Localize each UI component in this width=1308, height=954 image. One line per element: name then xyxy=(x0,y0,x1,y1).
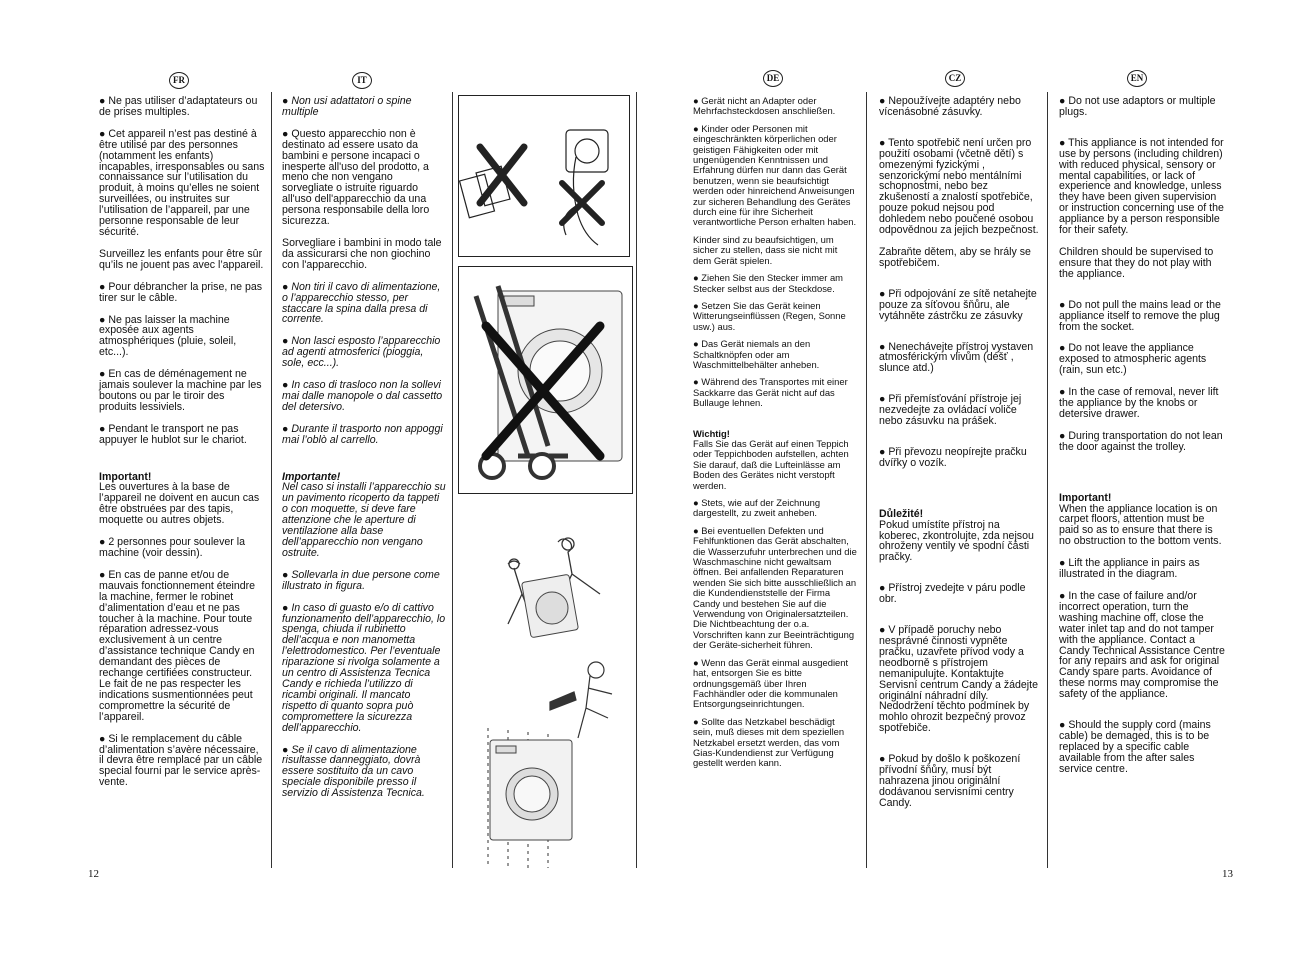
cz-p1: ● Nepoužívejte adaptéry nebo vícenásobné zásuvky. xyxy=(879,95,1021,118)
en-p3: Children should be supervised to ensure that they do not play with the appliance. xyxy=(1059,245,1214,280)
de-p7: ● Während des Transportes mit einer Sackkarre das Gerät nicht auf das Bullauge lehnen. xyxy=(693,376,848,409)
en-p7: ● During transportation do not lean the door against the trolley. xyxy=(1059,429,1223,453)
de-p3: Kinder sind zu beaufsichtigen, um sicher zu stellen, dass sie nicht mit dem Gerät spielen. xyxy=(693,233,838,266)
page-number-left: 12 xyxy=(88,868,99,880)
fr-imp4: ● Si le remplacement du câble d’alimentation s’avère nécessaire, il devra être remplacé par un câble special fourni par le service après-vente. xyxy=(99,732,263,789)
en-important-title: Important! xyxy=(1059,491,1112,504)
it-imp2: ● Sollevarla in due persone come illustrato in figura. xyxy=(282,568,440,592)
de-imp4: ● Wenn das Gerät einmal ausgedient hat, entsorgen Sie es bitte ordnungsgemäß über Ihren Fachhändler oder die kommunalen Entsorgungseinrichtungen. xyxy=(693,656,849,710)
cz-p4: ● Při odpojování ze sítě netahejte pouze za síťovou šňůru, ale vytáhněte zástrčku ze zásuvky xyxy=(879,287,1037,322)
it-p5: ● Non lasci esposto l’apparecchio ad agenti atmosferici (pioggia, sole, ecc...). xyxy=(282,335,441,370)
column-fr xyxy=(99,96,265,799)
cz-p7: ● Při převozu neopírejte pračku dvířky o vozík. xyxy=(879,445,1027,469)
cz-p5: ● Nenechávejte přístroj vystaven atmosférickým vlivům (déšť , slunce atd.) xyxy=(879,340,1034,375)
column-en xyxy=(1059,96,1225,786)
de-p6: ● Das Gerät niemals an den Schaltknöpfen oder am Waschmittelbehälter anheben. xyxy=(693,338,820,370)
en-imp1: When the appliance location is on carpet floors, attention must be paid so as to ensure that there is no obstruction to the bottom vents. xyxy=(1059,502,1222,548)
fr-imp3: ● En cas de panne et/ou de mauvais fonctionnement éteindre la machine, fermer le robinet d’alimentation d’eau et ne pas toucher à la machine. Pour toute réparation adressez-vous exclusivement à un centre d’assistance technique Candy en demandant des pièces de rechange certifiées constructeur. Le fait de ne pas respecter les indications susmentionnées peut compromettre la sécurité de l’appareil. xyxy=(99,568,256,723)
cz-important-title: Důležité! xyxy=(879,507,924,520)
lang-badge-de: DE xyxy=(763,70,783,87)
it-p4: ● Non tiri il cavo di alimentazione, o l’apparecchio stesso, per staccare la spina dalla presa di corrente. xyxy=(282,280,441,326)
de-imp2: ● Stets, wie auf der Zeichnung dargestellt, zu zweit anheben. xyxy=(693,497,821,519)
lang-badge-cz: CZ xyxy=(945,70,965,87)
lang-badge-en: EN xyxy=(1127,70,1147,87)
it-imp3: ● In caso di guasto e/o di cattivo funzionamento dell’apparecchio, lo spenga, chiuda il rubinetto dell’acqua e non manometta l’elettrodomestico. Per l’eventuale riparazione si rivolga solamente a un centro di Assistenza Tecnica Candy e richieda l’utilizzo di ricambi originali. Il mancato rispetto di quanto sopra può compromettere la sicurezza dell’apparecchio. xyxy=(282,601,446,734)
divider-it-illustrations xyxy=(452,92,453,868)
cz-p2: ● Tento spotřebič není určen pro použití osobami (včetně dětí) s omezenými fyzickými , senzorickými nebo mentálními schopnostmi, nebo bez zkušeností a znalostí spotřebiče, pouze pokud nejsou pod dohledem nebo poučené osobou odpovědnou za jejich bezpečnost. xyxy=(879,136,1039,237)
cz-p6: ● Při přemísťování přístroje jej nezvedejte za ovládací voliče nebo zásuvku na prášek. xyxy=(879,393,1022,428)
it-important-title: Importante! xyxy=(282,470,341,483)
en-p5: ● Do not leave the appliance exposed to atmospheric agents (rain, sun etc.) xyxy=(1059,342,1207,377)
divider-de-cz xyxy=(866,92,867,868)
cz-imp2: ● Přístroj zvedejte v páru podle obr. xyxy=(879,582,1026,606)
de-p1: ● Gerät nicht an Adapter oder Mehrfachsteckdosen anschließen. xyxy=(693,95,836,117)
column-it xyxy=(282,96,446,810)
it-p3: Sorvegliare i bambini in modo tale da assicurarsi che non giochino con l'apparecchio. xyxy=(282,236,442,271)
it-imp4: ● Se il cavo di alimentazione risultasse danneggiato, dovrà essere sostituito da un cavo speciale disponibile presso il servizio di Assistenza Tecnica. xyxy=(282,743,425,800)
no-adaptor-illustration xyxy=(458,95,630,257)
lang-badge-fr: FR xyxy=(169,72,189,89)
fr-p4: ● Pour débrancher la prise, ne pas tirer sur le câble. xyxy=(99,280,263,304)
it-p6: ● In caso di trasloco non la sollevi mai dalle manopole o dal cassetto del detersivo. xyxy=(282,379,443,413)
de-p2: ● Kinder oder Personen mit eingeschränkten körperlichen oder geistigen Fähigkeiten oder mit ungenügenden Kenntnissen und Erfahrung dürfen nur dann das Gerät benutzen, wenn sie beaufsichtigt werden oder hinreichend Anweisungen zur sicheren Behandlung des Gerätes durch eine für ihre Sicherheit verantwortliche Person erhalten haben. xyxy=(693,122,857,228)
fr-p3: Surveillez les enfants pour être sûr qu’ils ne jouent pas avec l’appareil. xyxy=(99,247,264,271)
it-imp1: Nel caso si installi l’apparecchio su un pavimento ricoperto da tappeti o con moquette, si deve fare attenzione che le aperture di ventilazione alla base dell’apparecchio non vengano ostruite. xyxy=(282,481,446,559)
en-p1: ● Do not use adaptors or multiple plugs. xyxy=(1059,95,1216,118)
de-important-title: Wichtig! xyxy=(693,427,730,439)
column-cz xyxy=(879,96,1041,820)
en-imp2: ● Lift the appliance in pairs as illustrated in the diagram. xyxy=(1059,557,1200,581)
divider-cz-en xyxy=(1047,92,1048,868)
divider-illustrations-de xyxy=(636,92,637,868)
column-de xyxy=(693,96,857,776)
two-person-lift-illustration xyxy=(488,534,622,644)
de-imp5: ● Sollte das Netzkabel beschädigt sein, muß dieses mit dem speziellen Netzkabel ersetzt werden, das vom Gias-Kundendienst zur Verfügung gestellt werden kann. xyxy=(693,715,845,769)
no-trolley-on-door-illustration xyxy=(458,266,633,494)
it-p1: ● Non usi adattatori o spine multiple xyxy=(282,95,412,118)
de-imp1: Falls Sie das Gerät auf einen Teppich oder Teppichboden aufstellen, achten Sie darauf, daß die Lufteinlässe am Boden des Gerätes nicht verstopft werden. xyxy=(693,437,849,491)
fr-important-title: Important! xyxy=(99,470,152,483)
fr-p1: ● Ne pas utiliser d’adaptateurs ou de prises multiples. xyxy=(99,95,258,118)
en-p4: ● Do not pull the mains lead or the appliance itself to remove the plug from the socket. xyxy=(1059,298,1221,333)
cz-imp1: Pokud umístíte přístroj na koberec, zkontrolujte, zda nejsou ohroženy ventily ve spodní části pračky. xyxy=(879,518,1034,564)
cz-imp4: ● Pokud by došlo k poškození přívodní šňůry, musí být nahrazena jinou originální dodávanou servisními centry Candy. xyxy=(879,753,1021,809)
cz-p3: Zabraňte dětem, aby se hrály se spotřebičem. xyxy=(879,245,1031,269)
fr-p7: ● Pendant le transport ne pas appuyer le hublot sur le chariot. xyxy=(99,422,247,446)
fr-imp2: ● 2 personnes pour soulever la machine (voir dessin). xyxy=(99,536,245,559)
it-p7: ● Durante il trasporto non appoggi mai l’oblò al carrello. xyxy=(282,422,443,446)
de-imp3: ● Bei eventuellen Defekten und Fehlfunktionen das Gerät abschalten, die Wasserzufuhr unterbrechen und die Waschmaschine nicht gewaltsam öffnen. Bei anfallenden Reparaturen wenden Sie sich bitte ausschließlich an die Kundendienststelle der Firma Candy und bestehen Sie auf die Verwendung von Originalersatzteilen. Die Nichtbeachtung der o.a. Vorschriften kann zur Beeinträchtigung der Geräte-sicherheit führen. xyxy=(693,524,857,651)
divider-fr-it xyxy=(271,92,272,868)
fr-p2: ● Cet appareil n’est pas destiné à être utilisé par des personnes (notamment les enfants) incapables, irresponsables ou sans connaissance sur l’utilisation du produit, à moins qu’elles ne soient surveillées, ou instruites sur l’utilisation de l’appareil, par une personne responsable de leur sécurité. xyxy=(99,127,265,238)
fr-p5: ● Ne pas laisser la machine exposée aux agents atmosphériques (pluie, soleil, etc...). xyxy=(99,313,237,359)
en-p6: ● In the case of removal, never lift the appliance by the knobs or detersive drawer. xyxy=(1059,386,1219,420)
en-imp3: ● In the case of failure and/or incorrect operation, turn the washing machine off, close the water inlet tap and do not tamper with the appliance. Contact a Candy Technical Assistance Centre for any repairs and ask for original Candy spare parts. Avoidance of these norms may compromise the safety of the appliance. xyxy=(1059,590,1225,701)
fr-p6: ● En cas de déménagement ne jamais soulever la machine par les boutons ou par le tiroir des produits lessiviels. xyxy=(99,368,262,413)
de-p4: ● Ziehen Sie den Stecker immer am Stecker selbst aus der Steckdose. xyxy=(693,272,843,294)
de-p5: ● Setzen Sie das Gerät keinen Witterungseinflüssen (Regen, Sonne usw.) aus. xyxy=(693,299,846,332)
page-number-right: 13 xyxy=(1222,868,1233,880)
fr-imp1: Les ouvertures à la base de l’appareil ne doivent en aucun cas être obstruées par des tapis, moquette ou autres objets. xyxy=(99,481,260,527)
lang-badge-it: IT xyxy=(352,72,372,89)
en-p2: ● This appliance is not intended for use by persons (including children) with reduced physical, sensory or mental capabilities, or lack of experience and knowledge, unless they have been given supervision or instruction concerning use of the appliance by a person responsible for their safety. xyxy=(1059,136,1224,237)
en-imp4: ● Should the supply cord (mains cable) be demaged, this is to be replaced by a specific cable available from the after sales service centre. xyxy=(1059,719,1211,775)
cz-imp3: ● V případě poruchy nebo nesprávné činnosti vypněte pračku, uzavřete přívod vody a neodborně s přístrojem nemanipulujte. Kontaktujte Servisní centrum Candy a žádejte originální náhradní díly. Nedodržení těchto podmínek by mohlo ohrozit bezpečný provoz spotřebiče. xyxy=(879,624,1038,735)
service-call-illustration xyxy=(478,658,628,868)
it-p2: ● Questo apparecchio non è destinato ad essere usato da bambini e persone incapaci o inesperte all'uso del prodotto, a meno che non vengano sorvegliate o istruite riguardo all'uso dell'apparecchio da una persona responsabile della loro sicurezza. xyxy=(282,127,430,228)
